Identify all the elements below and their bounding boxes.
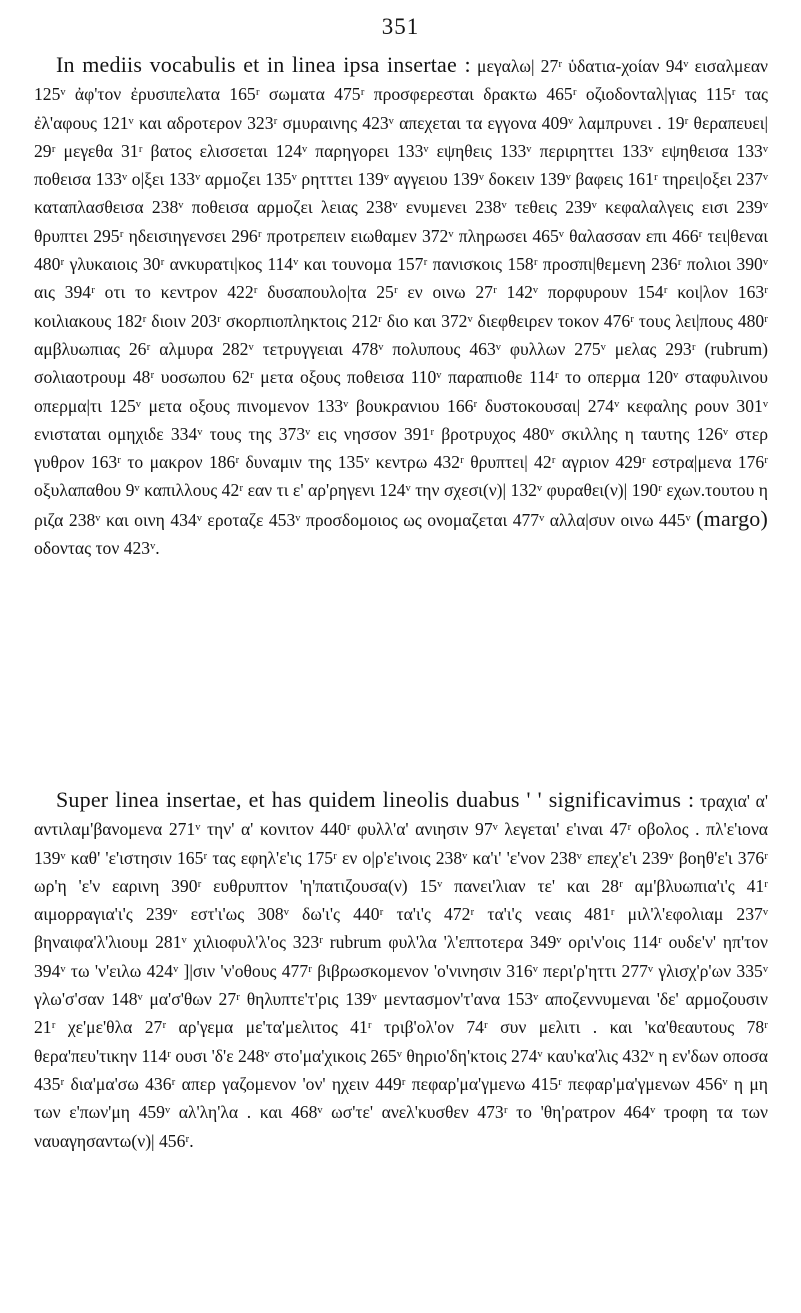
paragraph-heading: Super linea insertae, et has quidem lineolis duabus ' ' significavimus : bbox=[56, 787, 695, 812]
paragraph-heading: In mediis vocabulis et in linea ipsa insertae : bbox=[56, 52, 471, 77]
paragraph-tail: οδοντας τον 423ᵛ. bbox=[34, 538, 160, 559]
margin-note: (margo) bbox=[696, 505, 769, 531]
paragraph-super-linea-insertions bbox=[34, 786, 768, 1155]
paragraph-body: τραχια' α' αντιλαμ'βανομενα 271ᵛ την' α' κονιτον 440ʳ φυλλ'α' ανιησιν 97ᵛ λεγεται' ε'ιναι 47ʳ οβολος . πλ'ε'ιονα 139ᵛ καθ' 'ε'ιστησιν 165ʳ τας εφηλ'ε'ις 175ʳ εν ο|ρ'ε'ινοις 238ᵛ κα'ι' 'ε'νον 238ᵛ επεχ'ε'ι 239ᵛ βοηθ'ε'ι 376ʳ ωρ'η 'ε'ν εαρινη 390ʳ ευθρυπτον 'η'πατιζουσα(ν) 15ᵛ πανει'λιαν τε' και 28ʳ αμ'βλυωπια'ι'ς 41ʳ αιμορραγια'ι'ς 239ᵛ εστ'ι'ως 308ᵛ δω'ι'ς 440ʳ τα'ι'ς 472ʳ τα'ι'ς νεαις 481ʳ μιλ'λ'εφολιαμ 237ᵛ βηναιφα'λ'λιουμ 281ᵛ χιλιοφυλ'λ'ος 323ʳ rubrum φυλ'λα 'λ'επτοτερα 349ᵛ ορι'ν'οις 114ʳ ουδε'ν' ηπ'τον 394ᵛ τω 'ν'ειλω 424ᵛ ]|σιν 'ν'οθους 477ʳ βιβρωσκομενον 'ο'νινησιν 316ᵛ περι'ρ'ηττι 277ᵛ γλισχ'ρ'ων 335ᵛ γλω'σ'σαν 148ᵛ μα'σ'θων 27ʳ θηλυπτε'τ'ρις 139ᵛ μεντασμον'τ'ανα 153ᵛ αποζεννυμεναι 'δε' αρμοζουσιν 21ʳ χε'με'θλα 27ʳ αρ'γεμα με'τα'μελιτος 41ʳ τριβ'ολ'ον 74ʳ συν μελιτι . και 'κα'θεαυτους 78ʳ θερα'πευ'τικην 114ʳ ουσι 'δ'ε 248ᵛ στο'μα'χικοις 265ᵛ θηριο'δη'κτοις 274ᵛ καυ'κα'λις 432ᵛ η εν'δων οποσα 435ʳ δια'μα'σω 436ʳ απερ γαζομενον 'ον' ηχειν 449ʳ πεφαρ'μα'γμενω 415ʳ πεφαρ'μα'γμενων 456ᵛ η μη των ε'πων'μη 459ᵛ αλ'λη'λα . και 468ᵛ ωσ'τε' ανελ'κυσθεν 473ʳ το 'θη'ρατρον 464ᵛ τροφη τα των ναυαγησαντω(ν)| 456ʳ. bbox=[34, 791, 768, 1151]
paragraph-body: μεγαλω| 27ʳ ὑδατια-χοίαν 94ᵛ εισαλμεαν 125ᵛ ἀφ'τον ἐρυσιπελατα 165ʳ σωματα 475ʳ προσφερεσται δρακτω 465ʳ οζιοδονταλ|γιας 115ʳ τας ἐλ'αφους 121ᵛ και αδροτερον 323ʳ σμυραινης 423ᵛ απεχεται τα εγγονα 409ᵛ λαμπρυνει . 19ʳ θεραπευει| 29ʳ μεγεθα 31ʳ βατος ελισσεται 124ᵛ παρηγορει 133ᵛ εψηθεις 133ᵛ περιρηττει 133ᵛ εψηθεισα 133ᵛ ποθεισα 133ᵛ ο|ξει 133ᵛ αρμοζει 135ᵛ ρητττει 139ᵛ αγγειου 139ᵛ δοκειν 139ᵛ βαφεις 161ʳ τηρει|οξει 237ᵛ καταπλασθεισα 238ᵛ ποθεισα αρμοζει λειας 238ᵛ ενυμενει 238ᵛ τεθεις 239ᵛ κεφαλαλγεις εισι 239ᵛ θρυπτει 295ʳ ηδεισιηγενσει 296ʳ προτρεπειν ειωθαμεν 372ᵛ πληρωσει 465ᵛ θαλασσαν επι 466ʳ τει|θεναι 480ʳ γλυκαιοις 30ʳ ανκυρατι|κος 114ᵛ και τουνομα 157ʳ πανισκοις 158ʳ προσπι|θεμενη 236ʳ πολιοι 390ᵛ αις 394ʳ οτι το κεντρον 422ʳ δυσαπουλο|τα 25ʳ εν οινω 27ʳ 142ᵛ πορφυρουν 154ʳ κοι|λον 163ʳ κοιλιακους 182ʳ διοιν 203ʳ σκορπιοπληκτοις 212ʳ διο και 372ᵛ διεφθειρεν τοκον 476ʳ τους λει|πους 480ʳ αμβλυωπιας 26ʳ αλμυρα 282ᵛ τετρυγγειαι 478ᵛ πολυπους 463ᵛ φυλλων 275ᵛ μελας 293ʳ (rubrum) σολιαοτρουμ 48ʳ υοσωπου 62ʳ μετα οξους ποθεισα 110ᵛ παραπιοθε 114ʳ το οπερμα 120ᵛ σταφυλινου οπερμα|τι 125ᵛ μετα οξους πινομενον 133ᵛ βουκρανιου 166ʳ δυστοκουσαι| 274ᵛ κεφαλης ρουν 301ᵛ ενισταται ομηχιδε 334ᵛ τους της 373ᵛ εις νησσον 391ʳ βροτρυχος 480ᵛ σκιλλης η ταυτης 126ᵛ στερ γυθρον 163ʳ το μακρον 186ʳ δυναμιν της 135ᵛ κεντρω 432ʳ θρυπτει| 42ʳ αγριον 429ʳ εστρα|μενα 176ʳ οξυλαπαθου 9ᵛ καπιλλους 42ʳ εαν τι ε' αρ'ρηγενι 124ᵛ την σχεσι(ν)| 132ᵛ φυραθει(ν)| 190ʳ εχων.τουτου η ριζα 238ᵛ και οινη 434ᵛ εροταζε 453ᵛ προσδομοιος ως ονομαζεται 477ᵛ αλλα|συν οινω 445ᵛ bbox=[34, 56, 769, 530]
paragraph-in-line-insertions bbox=[34, 51, 768, 562]
page-number: 351 bbox=[381, 14, 420, 39]
